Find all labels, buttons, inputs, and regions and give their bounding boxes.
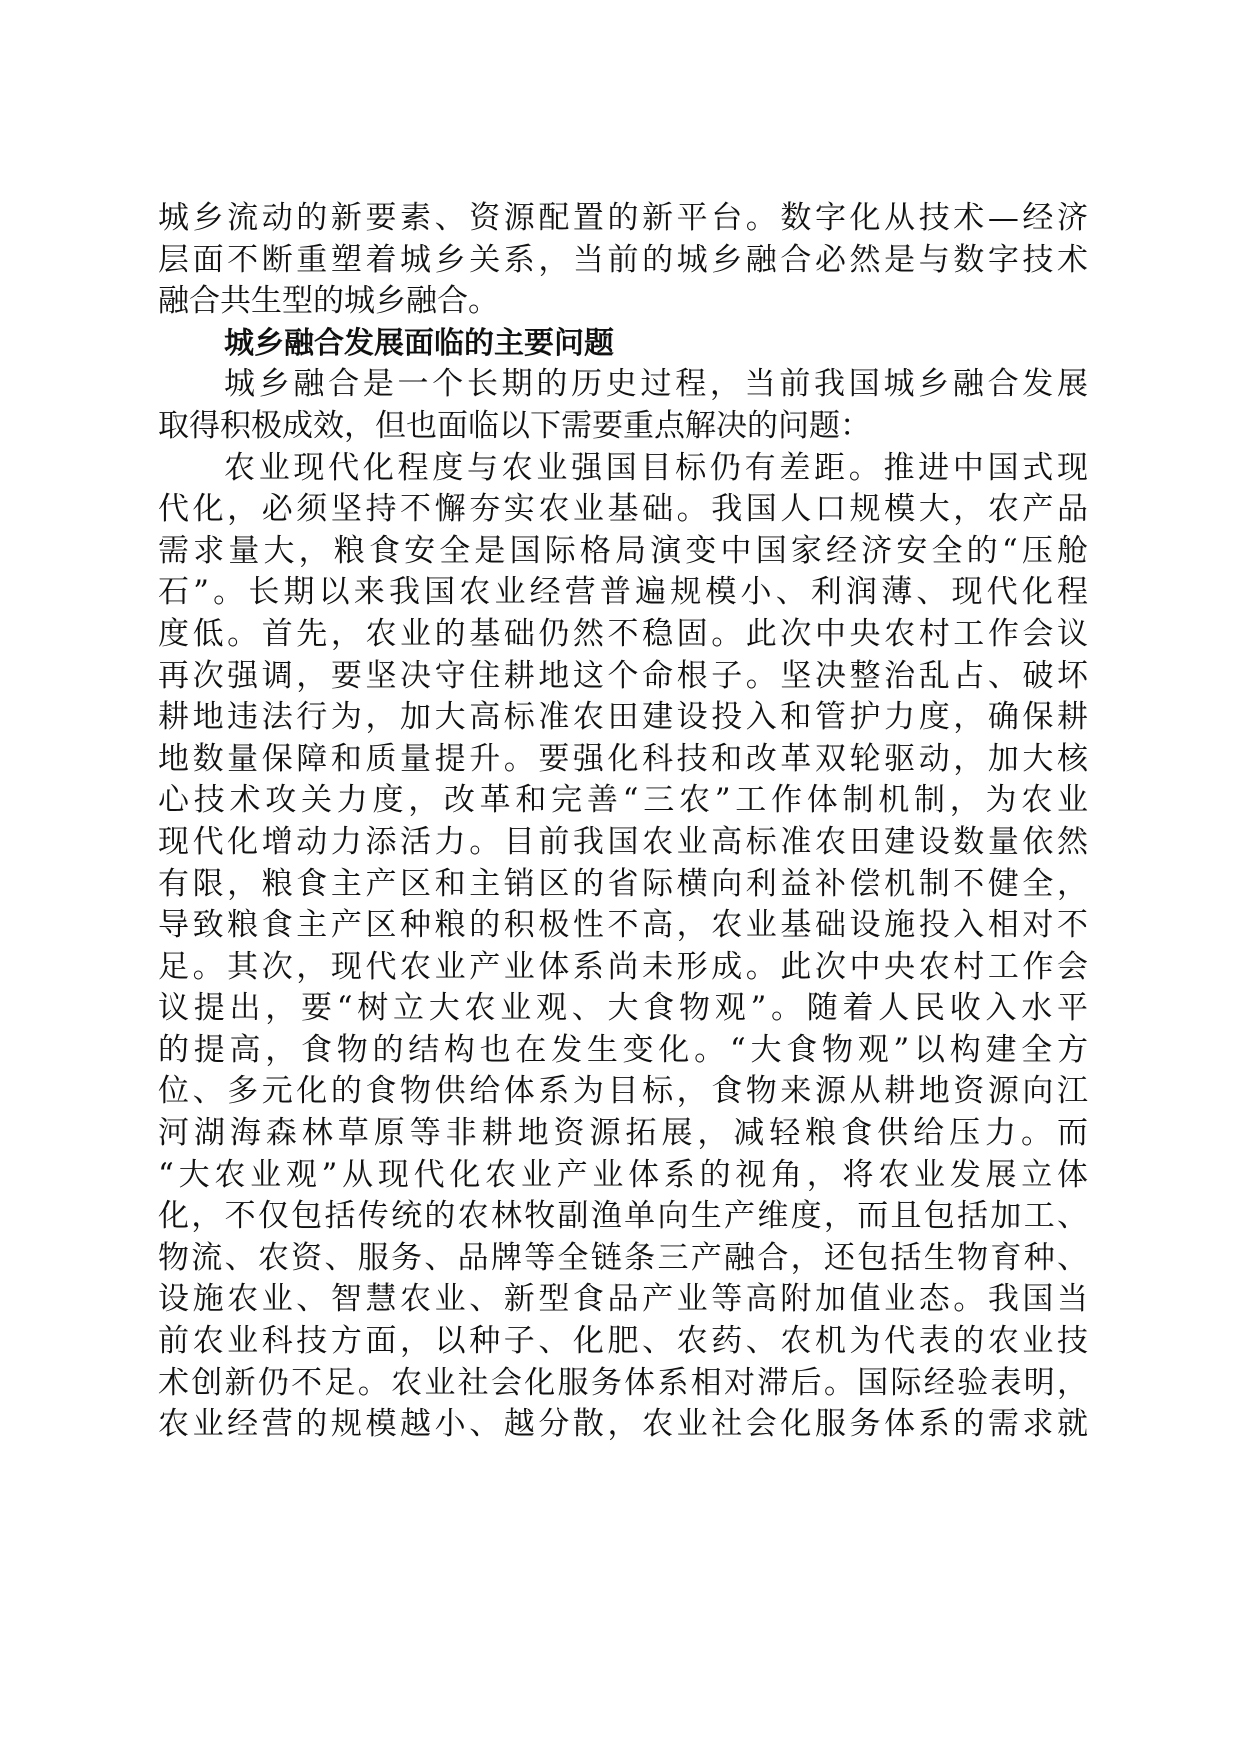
text-line: 化，不仅包括传统的农林牧副渔单向生产维度，而且包括加工、 (158, 1198, 1088, 1235)
text-line: 导致粮食主产区种粮的积极性不高，农业基础设施投入相对不 (158, 907, 1088, 944)
text-line: 融合共生型的城乡融合。 (158, 283, 499, 320)
text-line: 设施农业、智慧农业、新型食品产业等高附加值业态。我国当 (158, 1281, 1088, 1318)
text-line: 农业经营的规模越小、越分散，农业社会化服务体系的需求就 (158, 1406, 1088, 1443)
text-line: 城乡流动的新要素、资源配置的新平台。数字化从技术—经济 (158, 200, 1088, 236)
text-line: 石”。长期以来我国农业经营普遍规模小、利润薄、现代化程 (158, 574, 1088, 611)
text-line: 足。其次，现代农业产业体系尚未形成。此次中央农村工作会 (158, 948, 1088, 985)
text-line: 术创新仍不足。农业社会化服务体系相对滞后。国际经验表明， (158, 1364, 1088, 1401)
section-heading: 城乡融合发展面临的主要问题 (224, 325, 614, 361)
document-body (158, 198, 1088, 1446)
text-line: 有限，粮食主产区和主销区的省际横向利益补偿机制不健全， (158, 865, 1088, 902)
text-line: 再次强调，要坚决守住耕地这个命根子。坚决整治乱占、破坏 (158, 657, 1088, 694)
text-line: 度低。首先，农业的基础仍然不稳固。此次中央农村工作会议 (158, 615, 1088, 652)
text-line: 的提高，食物的结构也在发生变化。“大食物观”以构建全方 (158, 1031, 1088, 1068)
text-line: 需求量大，粮食安全是国际格局演变中国家经济安全的“压舱 (158, 532, 1088, 569)
text-line: 层面不断重塑着城乡关系，当前的城乡融合必然是与数字技术 (158, 241, 1088, 278)
text-line: 取得积极成效，但也面临以下需要重点解决的问题： (158, 407, 871, 444)
text-line: 耕地违法行为，加大高标准农田建设投入和管护力度，确保耕 (158, 699, 1088, 736)
text-line: 议提出，要“树立大农业观、大食物观”。随着人民收入水平 (158, 990, 1088, 1027)
text-line: 城乡融合是一个长期的历史过程，当前我国城乡融合发展 (224, 366, 1088, 403)
text-line: 心技术攻关力度，改革和完善“三农”工作体制机制，为农业 (158, 782, 1088, 819)
text-line: 现代化增动力添活力。目前我国农业高标准农田建设数量依然 (158, 823, 1088, 860)
text-line: 物流、农资、服务、品牌等全链条三产融合，还包括生物育种、 (158, 1239, 1088, 1276)
text-line: 地数量保障和质量提升。要强化科技和改革双轮驱动，加大核 (158, 740, 1088, 777)
text-line: 位、多元化的食物供给体系为目标，食物来源从耕地资源向江 (158, 1073, 1088, 1110)
text-line: 河湖海森林草原等非耕地资源拓展，减轻粮食供给压力。而 (158, 1115, 1088, 1152)
text-line: 前农业科技方面，以种子、化肥、农药、农机为代表的农业技 (158, 1323, 1088, 1360)
text-line: 代化，必须坚持不懈夯实农业基础。我国人口规模大，农产品 (158, 491, 1088, 528)
text-line: “大农业观”从现代化农业产业体系的视角，将农业发展立体 (158, 1156, 1088, 1193)
text-line: 农业现代化程度与农业强国目标仍有差距。推进中国式现 (224, 449, 1088, 486)
